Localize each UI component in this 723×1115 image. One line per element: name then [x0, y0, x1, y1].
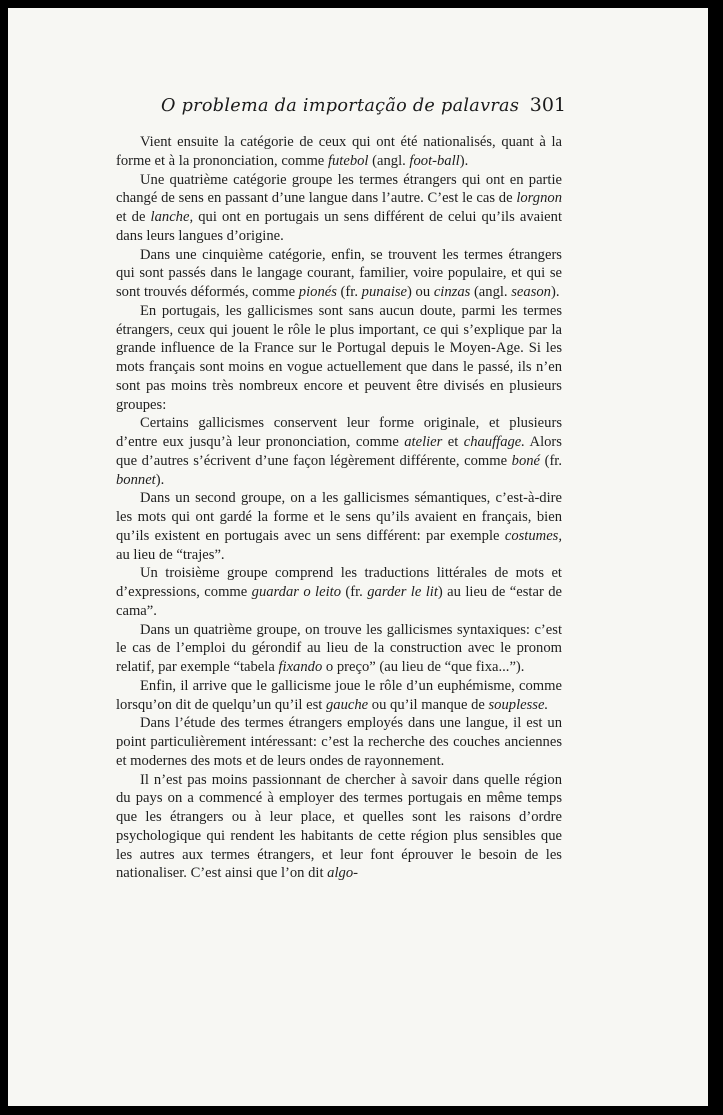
text-run: (fr.: [540, 452, 563, 469]
text-run: ).: [155, 471, 165, 488]
text-run: et de: [116, 209, 151, 225]
italic-term: algo-: [327, 865, 358, 882]
text-run: En portugais, les gallicismes sont sans aucun doute, parmi les termes étrangers, ceux qui jouent le rôle le plus important, ce qui s’explique par la grande influence de la France sur le Portugal depuis le Moyen-Age. Si les mots français sont moins en vogue actuellement que dans le passé, ils n’en sont pas moins très nombreux encore et peuvent être divisés en plusieurs groupes:: [116, 302, 562, 413]
text-run: qui ont en portugais un sens différent de celui qu’ils avaient dans leurs langues d’origine.: [116, 209, 562, 244]
text-run: ) ou: [407, 284, 434, 300]
paragraph: [116, 302, 562, 415]
text-run: ou qu’il manque de: [368, 696, 489, 713]
text-run: au lieu de “trajes”.: [116, 546, 225, 563]
italic-term: bonnet: [116, 471, 156, 488]
paragraph: [116, 133, 562, 171]
italic-term: cinzas: [433, 284, 471, 300]
text-run: Certains gallicismes conservent leur forme originale, et plusieurs d’entre eux jusqu’à leur prononciation, comme: [116, 415, 562, 450]
paragraph: [116, 246, 562, 302]
paragraph: [116, 171, 562, 246]
italic-term: boné: [511, 452, 541, 469]
paragraph: [116, 714, 562, 770]
paragraph: [116, 564, 562, 620]
body-text: [116, 133, 562, 883]
text-run: o preço” (au lieu de “que fixa...”).: [322, 659, 525, 675]
paragraph: [116, 771, 562, 884]
paragraph: [116, 489, 562, 564]
text-run: Vient ensuite la catégorie de ceux qui ont été nationalisés, quant à la forme et à la prononciation, comme: [116, 134, 562, 169]
italic-term: souplesse.: [488, 696, 549, 713]
italic-term: guardar o leito: [251, 584, 341, 600]
italic-term: atelier: [404, 434, 443, 450]
text-run: Enfin, il arrive que le gallicisme joue le rôle d’un euphémisme, comme lorsqu’on dit de quelqu’un qu’il est: [116, 677, 562, 713]
text-run: ) au lieu de “estar de cama”.: [116, 584, 562, 619]
italic-term: pionés: [298, 284, 337, 300]
text-run: Dans un quatrième groupe, on trouve les gallicismes syntaxiques: c’est le cas de l’emploi du gérondif au lieu de la construction avec le pronom relatif, par exemple “tabela: [116, 621, 562, 675]
italic-term: punaise: [361, 284, 408, 300]
italic-term: garder le lit: [367, 584, 438, 600]
italic-term: chauffage.: [463, 434, 525, 450]
italic-term: futebol: [327, 152, 369, 169]
italic-term: costumes,: [504, 527, 562, 544]
text-run: Il n’est pas moins passionnant de chercher à savoir dans quelle région du pays on a commencé à employer des termes portugais en même temps que les étrangers ou à leur place, et quelles sont les raisons d’ordre psychologique qui rendent les habitants de cette région plus sensibles que les autres aux termes étrangers, et leur font éprouver le besoin de les nationaliser. C’est ainsi que l’on dit: [116, 771, 562, 882]
italic-term: fixando: [278, 659, 323, 675]
italic-term: foot-ball: [409, 152, 460, 169]
text-run: Dans l’étude des termes étrangers employés dans une langue, il est un point particulièrement intéressant: c’est la recherche des couches anciennes et modernes des mots et de leurs ondes de rayonnement.: [116, 715, 562, 769]
italic-term: season: [511, 284, 551, 300]
text-run: ).: [550, 284, 560, 300]
paragraph: [116, 677, 562, 715]
text-run: Dans un second groupe, on a les gallicismes sémantiques, c’est-à-dire les mots qui ont gardé la forme et le sens qu’ils avaient en français, bien qu’ils existent en portugais avec un sens différent: par exemple: [116, 490, 562, 544]
text-run: (fr.: [336, 284, 362, 300]
text-run: (angl.: [470, 284, 512, 300]
running-title: O problema da importação de palavras: [161, 96, 520, 116]
text-run: Un troisième groupe comprend les traductions littérales de mots et d’expressions, comme: [116, 565, 562, 600]
page-header: [161, 92, 566, 126]
text-run: et: [442, 434, 464, 450]
italic-term: lanche,: [150, 209, 194, 225]
text-run: (angl.: [368, 152, 410, 169]
paragraph: [116, 414, 562, 489]
italic-term: lorgnon: [516, 190, 562, 207]
italic-term: gauche: [325, 696, 369, 713]
text-run: Une quatrième catégorie groupe les termes étrangers qui ont en partie changé de sens en passant d’une langue dans l’autre. C’est le cas de: [116, 171, 562, 207]
text-run: (fr.: [341, 584, 368, 600]
paragraph: [116, 621, 562, 677]
text-run: ).: [459, 152, 469, 169]
page-number: 301: [529, 94, 566, 116]
text-run: Dans une cinquième catégorie, enfin, se trouvent les termes étrangers qui sont passés dans le langage courant, familier, voire populaire, et qui se sont trouvés déformés, comme: [116, 246, 562, 300]
text-run: Alors que d’autres s’écrivent d’une façon légèrement différente, comme: [116, 434, 562, 469]
